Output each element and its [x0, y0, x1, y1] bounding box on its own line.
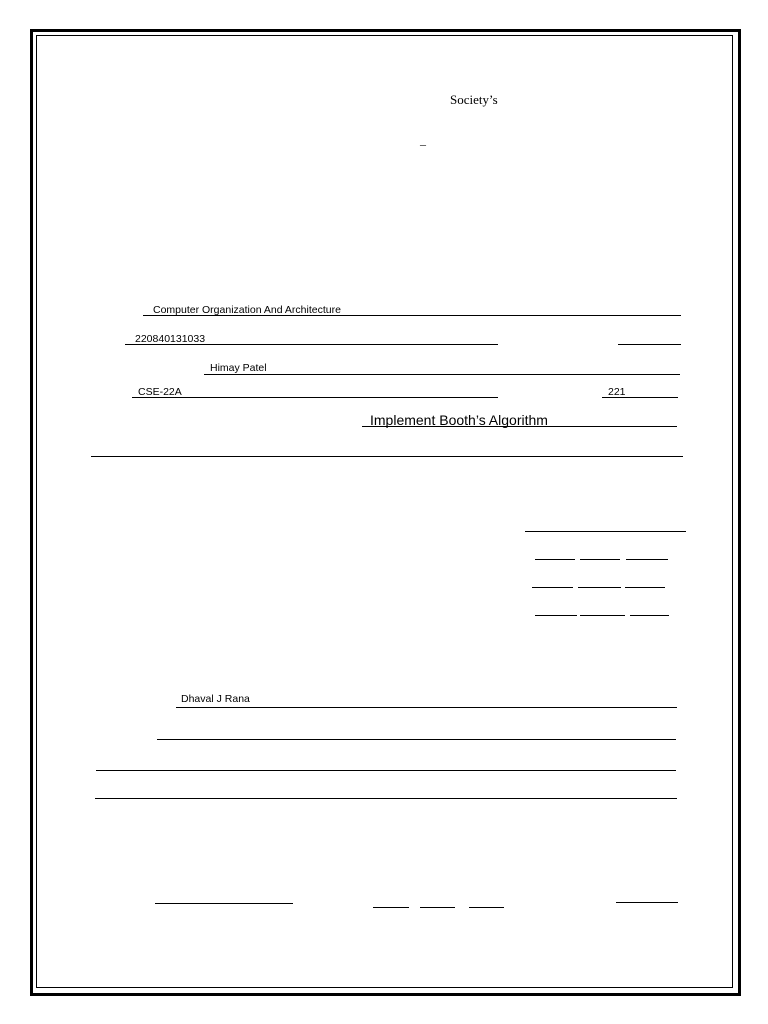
roll-value: 221 — [608, 386, 626, 398]
blank-line-r3b — [578, 587, 621, 588]
date-line-year — [469, 907, 504, 908]
blank-line-r2b — [580, 559, 620, 560]
roll-underline — [602, 397, 678, 398]
society-text: Society’s — [450, 92, 498, 107]
practical-title-value: Implement Booth’s Algorithm — [370, 412, 548, 428]
division-underline — [132, 397, 498, 398]
enrollment-value: 220840131033 — [135, 333, 206, 345]
grade-line — [616, 902, 678, 903]
enrollment-underline — [125, 344, 498, 345]
faculty-value: Dhaval J Rana — [181, 693, 250, 705]
name-underline — [204, 374, 680, 375]
signature-line — [155, 903, 293, 904]
practical-title-underline — [362, 426, 677, 427]
blank-line-r4b — [580, 615, 625, 616]
faculty-underline — [176, 707, 677, 708]
name-value: Himay Patel — [210, 362, 267, 374]
blank-line-1 — [157, 739, 676, 740]
practical-title-underline-2 — [91, 456, 683, 457]
blank-line-r2a — [535, 559, 575, 560]
date-line-day — [373, 907, 409, 908]
division-value: CSE-22A — [138, 386, 182, 398]
blank-line-3 — [95, 798, 677, 799]
subject-underline — [143, 315, 681, 316]
blank-line-r4c — [630, 615, 669, 616]
blank-line-r3a — [532, 587, 573, 588]
page-border-inner — [36, 35, 733, 988]
blank-line-r2c — [626, 559, 668, 560]
blank-line-2 — [96, 770, 676, 771]
date-line-month — [420, 907, 455, 908]
blank-line-r3c — [625, 587, 665, 588]
blank-line-right-1 — [525, 531, 686, 532]
header-dash: – — [420, 137, 426, 151]
blank-line-r4a — [535, 615, 577, 616]
subject-value: Computer Organization And Architecture — [153, 304, 341, 316]
batch-underline — [618, 344, 681, 345]
